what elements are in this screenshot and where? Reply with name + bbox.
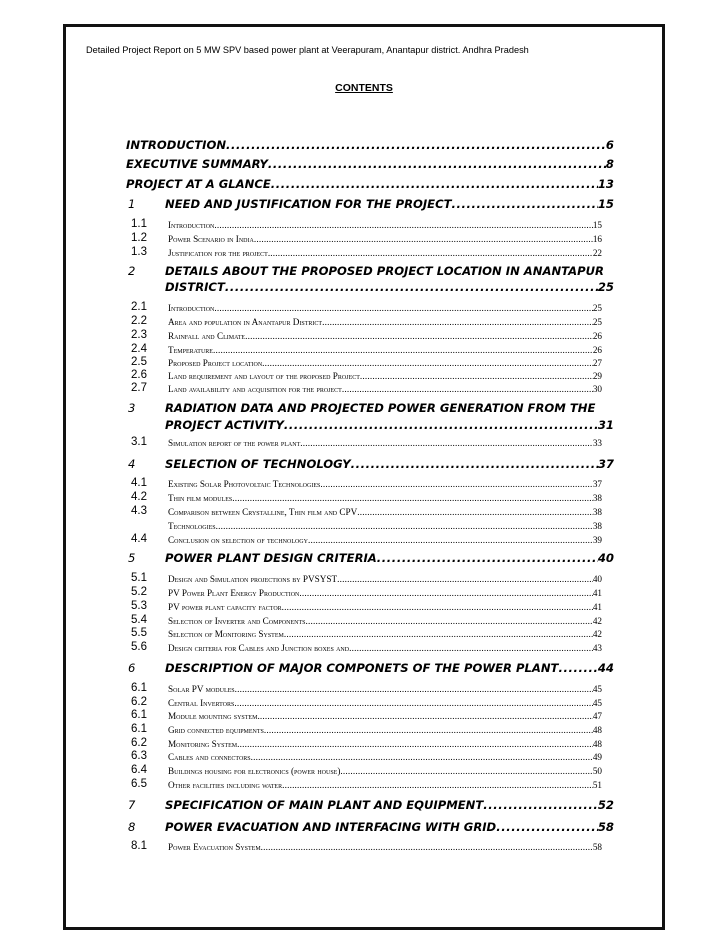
subsection-number: 2.3 bbox=[131, 329, 147, 341]
dot-leader bbox=[284, 418, 598, 432]
section-number: 7 bbox=[128, 798, 136, 812]
contents-title: CONTENTS bbox=[335, 82, 393, 94]
toc-entry-project-at-a-glance[interactable] bbox=[126, 177, 614, 191]
subsection-6.1-page: 45 bbox=[592, 684, 602, 694]
subsection-6.3-label: Cables and connectors bbox=[168, 752, 251, 762]
section-1-page: 15 bbox=[597, 197, 614, 211]
section-4-page: 37 bbox=[597, 457, 614, 471]
subsection-number: 8.1 bbox=[131, 840, 147, 852]
dot-leader bbox=[264, 725, 593, 735]
dot-leader bbox=[349, 643, 593, 653]
subsection-number: 5.6 bbox=[131, 641, 147, 653]
subsection-5.6-page: 43 bbox=[592, 643, 602, 653]
section-3[interactable] bbox=[165, 418, 614, 432]
subsection-number: 1.3 bbox=[131, 246, 147, 258]
toc-entry-executive-summary-page: 8 bbox=[605, 157, 614, 171]
subsection-2.5[interactable] bbox=[168, 358, 602, 368]
section-2-page: 25 bbox=[597, 280, 614, 294]
subsection-6.1-label: Module mounting system bbox=[168, 711, 258, 721]
dot-leader bbox=[262, 358, 593, 368]
subsection-5.2-page: 41 bbox=[592, 588, 602, 598]
section-4[interactable] bbox=[165, 457, 614, 471]
subsection-6.3[interactable] bbox=[168, 752, 602, 762]
section-7-label: SPECIFICATION OF MAIN PLANT AND EQUIPMENT bbox=[165, 798, 484, 812]
subsection-5.5-page: 42 bbox=[592, 629, 602, 639]
subsection-5.3-label: PV power plant capacity factor bbox=[168, 602, 282, 612]
section-5-page: 40 bbox=[597, 551, 614, 565]
subsection-number: 2.6 bbox=[131, 369, 147, 381]
subsection-4.4-page: 39 bbox=[592, 535, 602, 545]
subsection-1.1-label: Introduction bbox=[168, 220, 215, 230]
dot-leader bbox=[257, 711, 592, 721]
subsection-2.4-label: Temperature bbox=[168, 345, 213, 355]
subsection-2.5-label: Proposed Project location bbox=[168, 358, 263, 368]
section-3-label: PROJECT ACTIVITY bbox=[165, 418, 284, 432]
subsection-6.4-page: 50 bbox=[592, 766, 602, 776]
subsection-number: 6.5 bbox=[131, 778, 147, 790]
subsection-5.2-label: PV Power Plant Energy Production bbox=[168, 588, 300, 598]
subsection-number: 1.1 bbox=[131, 218, 147, 230]
dot-leader bbox=[351, 457, 598, 471]
subsection-number: 6.1 bbox=[131, 709, 147, 721]
dot-leader bbox=[268, 248, 593, 258]
section-number: 6 bbox=[128, 661, 136, 675]
subsection-6.2-label: Central Invertors bbox=[168, 698, 235, 708]
subsection-4.2-label: Thin film modules bbox=[168, 493, 233, 503]
dot-leader bbox=[342, 384, 593, 394]
subsection-number: 4.3 bbox=[131, 505, 147, 517]
subsection-number: 3.1 bbox=[131, 436, 147, 448]
dot-leader bbox=[322, 317, 593, 327]
subsection-4.3-a-label: Comparison between Crystalline, Thin film and CPV bbox=[168, 507, 358, 517]
subsection-2.3-page: 26 bbox=[592, 331, 602, 341]
dot-leader bbox=[320, 479, 592, 489]
section-6-page: 44 bbox=[597, 661, 614, 675]
section-title-line: RADIATION DATA AND PROJECTED POWER GENERATION FROM THE bbox=[165, 401, 596, 415]
dot-leader bbox=[251, 752, 593, 762]
subsection-5.2[interactable] bbox=[168, 588, 602, 598]
subsection-6.2[interactable] bbox=[168, 698, 602, 708]
subsection-6.1-page: 47 bbox=[592, 711, 602, 721]
subsection-8.1-label: Power Evacuation System bbox=[168, 842, 261, 852]
section-3-page: 31 bbox=[597, 418, 614, 432]
subsection-number: 2.4 bbox=[131, 343, 147, 355]
subsection-4.3-a-page: 38 bbox=[592, 507, 602, 517]
subsection-4.1-label: Existing Solar Photovoltaic Technologies bbox=[168, 479, 321, 489]
subsection-number: 5.3 bbox=[131, 600, 147, 612]
subsection-4.3-a[interactable] bbox=[168, 507, 602, 517]
subsection-number: 6.2 bbox=[131, 737, 147, 749]
subsection-number: 4.4 bbox=[131, 533, 147, 545]
section-5[interactable] bbox=[165, 551, 614, 565]
subsection-5.6[interactable] bbox=[168, 643, 602, 653]
subsection-3.1[interactable] bbox=[168, 438, 602, 448]
subsection-2.2-label: Area and population in Anantapur District bbox=[168, 317, 323, 327]
dot-leader bbox=[340, 766, 592, 776]
subsection-number: 5.1 bbox=[131, 572, 147, 584]
dot-leader bbox=[271, 177, 598, 191]
section-6[interactable] bbox=[165, 661, 614, 675]
subsection-5.1-label: Design and Simulation projections by PVSYST bbox=[168, 574, 338, 584]
dot-leader bbox=[300, 438, 593, 448]
running-header: Detailed Project Report on 5 MW SPV based power plant at Veerapuram, Anantapur district. Andhra Pradesh bbox=[86, 45, 529, 55]
dot-leader bbox=[226, 138, 606, 152]
toc-entry-executive-summary[interactable] bbox=[126, 157, 614, 171]
subsection-number: 5.2 bbox=[131, 586, 147, 598]
subsection-1.3-label: Justification for the project bbox=[168, 248, 268, 258]
subsection-4.4-label: Conclusion on selection of technology bbox=[168, 535, 308, 545]
subsection-5.4-page: 42 bbox=[592, 616, 602, 626]
dot-leader bbox=[299, 588, 592, 598]
dot-leader bbox=[214, 303, 592, 313]
section-2-label: DISTRICT bbox=[165, 280, 225, 294]
subsection-1.2-label: Power Scenario in India bbox=[168, 234, 254, 244]
subsection-number: 5.5 bbox=[131, 627, 147, 639]
section-number: 5 bbox=[128, 551, 136, 565]
subsection-4.3-label: Technologies bbox=[168, 521, 216, 531]
subsection-1.2[interactable] bbox=[168, 234, 602, 244]
section-number: 8 bbox=[128, 820, 136, 834]
subsection-4.1[interactable] bbox=[168, 479, 602, 489]
subsection-number: 2.1 bbox=[131, 301, 147, 313]
subsection-6.5-page: 51 bbox=[592, 780, 602, 790]
section-2[interactable] bbox=[165, 280, 614, 294]
dot-leader bbox=[213, 345, 593, 355]
subsection-6.3-page: 49 bbox=[592, 752, 602, 762]
subsection-6.2-label: Monitoring System bbox=[168, 739, 238, 749]
subsection-number: 2.7 bbox=[131, 382, 147, 394]
dot-leader bbox=[225, 280, 598, 294]
toc-entry-introduction-page: 6 bbox=[605, 138, 614, 152]
subsection-2.4-page: 26 bbox=[592, 345, 602, 355]
subsection-2.1[interactable] bbox=[168, 303, 602, 313]
section-7[interactable] bbox=[165, 798, 614, 812]
section-8-page: 58 bbox=[597, 820, 614, 834]
subsection-number: 6.2 bbox=[131, 696, 147, 708]
dot-leader bbox=[337, 574, 593, 584]
subsection-4.1-page: 37 bbox=[592, 479, 602, 489]
subsection-5.3[interactable] bbox=[168, 602, 602, 612]
subsection-5.4[interactable] bbox=[168, 616, 602, 626]
subsection-4.3[interactable] bbox=[168, 521, 602, 531]
dot-leader bbox=[235, 684, 593, 694]
subsection-2.6-page: 29 bbox=[592, 371, 602, 381]
subsection-5.3-page: 41 bbox=[592, 602, 602, 612]
subsection-1.3[interactable] bbox=[168, 248, 602, 258]
subsection-number: 6.4 bbox=[131, 764, 147, 776]
subsection-number: 1.2 bbox=[131, 232, 147, 244]
subsection-number: 6.1 bbox=[131, 723, 147, 735]
subsection-6.1-label: Solar PV modules bbox=[168, 684, 235, 694]
subsection-number: 4.1 bbox=[131, 477, 147, 489]
subsection-2.6[interactable] bbox=[168, 371, 602, 381]
subsection-6.1[interactable] bbox=[168, 684, 602, 694]
dot-leader bbox=[308, 535, 593, 545]
subsection-number: 6.3 bbox=[131, 750, 147, 762]
section-number: 4 bbox=[128, 457, 136, 471]
subsection-4.3-page: 38 bbox=[592, 521, 602, 531]
subsection-2.7-label: Land availability and acquisition for the project bbox=[168, 384, 342, 394]
subsection-1.2-page: 16 bbox=[592, 234, 602, 244]
dot-leader bbox=[452, 197, 598, 211]
section-8-label: POWER EVACUATION AND INTERFACING WITH GRID bbox=[165, 820, 497, 834]
subsection-2.1-page: 25 bbox=[592, 303, 602, 313]
dot-leader bbox=[282, 780, 593, 790]
subsection-4.4[interactable] bbox=[168, 535, 602, 545]
subsection-1.1[interactable] bbox=[168, 220, 602, 230]
subsection-6.4[interactable] bbox=[168, 766, 602, 776]
subsection-6.2[interactable] bbox=[168, 739, 602, 749]
section-number: 2 bbox=[128, 264, 136, 278]
subsection-number: 6.1 bbox=[131, 682, 147, 694]
subsection-number: 5.4 bbox=[131, 614, 147, 626]
section-8[interactable] bbox=[165, 820, 614, 834]
dot-leader bbox=[483, 798, 598, 812]
dot-leader bbox=[360, 371, 593, 381]
subsection-2.5-page: 27 bbox=[592, 358, 602, 368]
dot-leader bbox=[377, 551, 598, 565]
subsection-1.1-page: 15 bbox=[592, 220, 602, 230]
subsection-2.4[interactable] bbox=[168, 345, 602, 355]
subsection-number: 4.2 bbox=[131, 491, 147, 503]
dot-leader bbox=[216, 521, 593, 531]
section-1-label: NEED AND JUSTIFICATION FOR THE PROJECT bbox=[165, 197, 452, 211]
dot-leader bbox=[214, 220, 592, 230]
subsection-8.1-page: 58 bbox=[592, 842, 602, 852]
subsection-number: 2.5 bbox=[131, 356, 147, 368]
dot-leader bbox=[496, 820, 598, 834]
dot-leader bbox=[282, 602, 593, 612]
toc-entry-project-at-a-glance-page: 13 bbox=[597, 177, 614, 191]
dot-leader bbox=[558, 661, 597, 675]
section-5-label: POWER PLANT DESIGN CRITERIA bbox=[165, 551, 377, 565]
toc-entry-introduction-label: INTRODUCTION bbox=[126, 138, 227, 152]
subsection-2.3-label: Rainfall and Climate bbox=[168, 331, 246, 341]
dot-leader bbox=[284, 629, 593, 639]
toc-entry-project-at-a-glance-label: PROJECT AT A GLANCE bbox=[126, 177, 271, 191]
dot-leader bbox=[261, 842, 593, 852]
subsection-3.1-page: 33 bbox=[592, 438, 602, 448]
subsection-6.1-label: Grid connected equipments bbox=[168, 725, 264, 735]
dot-leader bbox=[254, 234, 593, 244]
subsection-5.6-label: Design criteria for Cables and Junction boxes and bbox=[168, 643, 350, 653]
subsection-5.4-label: Selection of Inverter and Components bbox=[168, 616, 306, 626]
dot-leader bbox=[357, 507, 593, 517]
subsection-5.5-label: Selection of Monitoring System bbox=[168, 629, 284, 639]
subsection-5.1-page: 40 bbox=[592, 574, 602, 584]
section-title-line: DETAILS ABOUT THE PROPOSED PROJECT LOCATION IN ANANTAPUR bbox=[165, 264, 604, 278]
dot-leader bbox=[305, 616, 592, 626]
subsection-4.2[interactable] bbox=[168, 493, 602, 503]
subsection-6.4-label: Buildings housing for electronics (power house) bbox=[168, 766, 341, 776]
subsection-2.1-label: Introduction bbox=[168, 303, 215, 313]
dot-leader bbox=[237, 739, 593, 749]
subsection-6.5[interactable] bbox=[168, 780, 602, 790]
section-4-label: SELECTION OF TECHNOLOGY bbox=[165, 457, 351, 471]
subsection-6.2-page: 45 bbox=[592, 698, 602, 708]
toc-entry-introduction[interactable] bbox=[126, 138, 614, 152]
dot-leader bbox=[268, 157, 606, 171]
subsection-5.5[interactable] bbox=[168, 629, 602, 639]
subsection-2.7-page: 30 bbox=[592, 384, 602, 394]
subsection-number: 2.2 bbox=[131, 315, 147, 327]
dot-leader bbox=[245, 331, 593, 341]
subsection-3.1-label: Simulation report of the power plant bbox=[168, 438, 301, 448]
section-1[interactable] bbox=[165, 197, 614, 211]
subsection-2.6-label: Land requirement and layout of the proposed Project bbox=[168, 371, 360, 381]
subsection-5.1[interactable] bbox=[168, 574, 602, 584]
subsection-6.1-page: 48 bbox=[592, 725, 602, 735]
section-number: 1 bbox=[128, 197, 136, 211]
subsection-6.2-page: 48 bbox=[592, 739, 602, 749]
subsection-2.2-page: 25 bbox=[592, 317, 602, 327]
dot-leader bbox=[234, 698, 592, 708]
subsection-1.3-page: 22 bbox=[592, 248, 602, 258]
subsection-6.1[interactable] bbox=[168, 711, 602, 721]
subsection-4.2-page: 38 bbox=[592, 493, 602, 503]
subsection-8.1[interactable] bbox=[168, 842, 602, 852]
toc-entry-executive-summary-label: EXECUTIVE SUMMARY bbox=[126, 157, 268, 171]
subsection-2.3[interactable] bbox=[168, 331, 602, 341]
section-number: 3 bbox=[128, 401, 136, 415]
subsection-2.2[interactable] bbox=[168, 317, 602, 327]
subsection-6.5-label: Other facilities including water bbox=[168, 780, 283, 790]
section-7-page: 52 bbox=[597, 798, 614, 812]
dot-leader bbox=[232, 493, 593, 503]
section-6-label: DESCRIPTION OF MAJOR COMPONETS OF THE POWER PLANT bbox=[165, 661, 559, 675]
subsection-2.7[interactable] bbox=[168, 384, 602, 394]
subsection-6.1[interactable] bbox=[168, 725, 602, 735]
